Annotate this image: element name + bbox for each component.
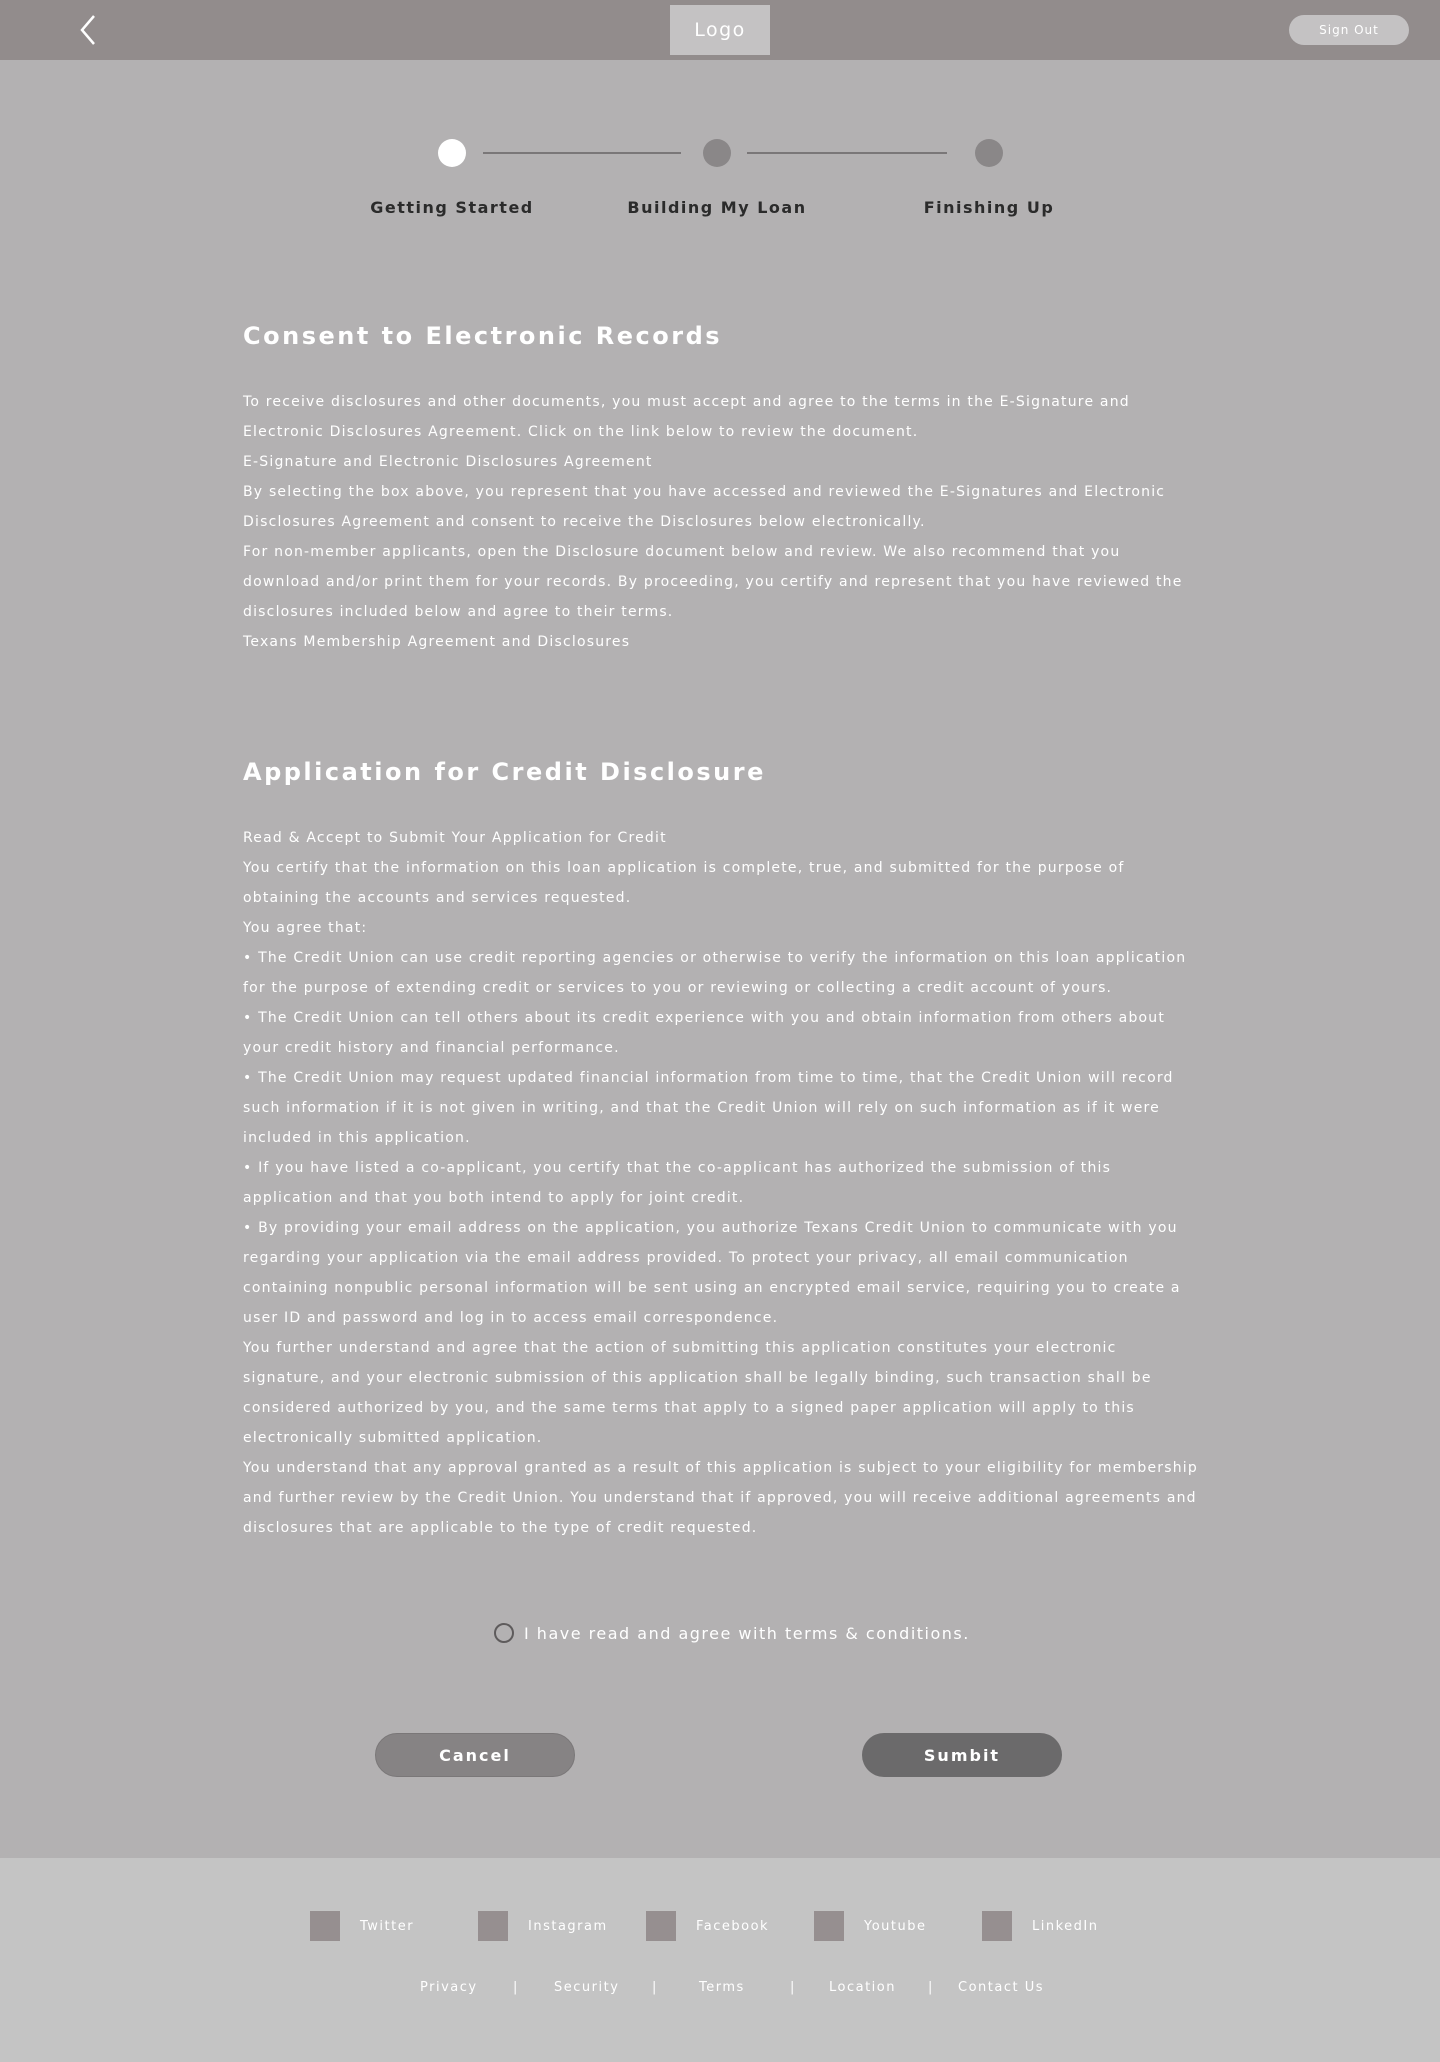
- social-label-linkedin: LinkedIn: [1032, 1918, 1099, 1934]
- step-label-building-my-loan: Building My Loan: [627, 198, 807, 217]
- consent-paragraph: By selecting the box above, you represent that you have accessed and reviewed the E-Signatures and Electronic Disclosures Agreement and consent to receive the Disclosures below electronically.: [243, 484, 1166, 530]
- step-dot-getting-started: [438, 139, 466, 167]
- footer-link-location[interactable]: Location: [829, 1980, 896, 1995]
- chevron-left-icon: [76, 14, 102, 46]
- credit-disclosure-body: [243, 823, 1203, 1543]
- step-dot-finishing-up: [975, 139, 1003, 167]
- youtube-icon: [814, 1911, 844, 1941]
- social-link-twitter[interactable]: [310, 1911, 414, 1941]
- credit-paragraph: • The Credit Union can use credit reporting agencies or otherwise to verify the information on this loan application for the purpose of extending credit or services to you or reviewing or collecting a credit account of yours.: [243, 950, 1187, 996]
- credit-paragraph: • The Credit Union may request updated financial information from time to time, that the Credit Union will record such information if it is not given in writing, and that the Credit Union will rely on such information as if it were included in this application.: [243, 1070, 1174, 1146]
- footer: [0, 1858, 1440, 2062]
- social-link-linkedin[interactable]: [982, 1911, 1098, 1941]
- social-label-twitter: Twitter: [360, 1918, 415, 1934]
- footer-separator: |: [513, 1980, 518, 1995]
- credit-paragraph: Read & Accept to Submit Your Application for Credit: [243, 830, 667, 846]
- social-label-instagram: Instagram: [528, 1918, 608, 1934]
- top-header: [0, 0, 1440, 60]
- credit-paragraph: • The Credit Union can tell others about its credit experience with you and obtain information from others about your credit history and financial performance.: [243, 1010, 1166, 1056]
- footer-separator: |: [790, 1980, 795, 1995]
- submit-button[interactable]: Sumbit: [862, 1733, 1062, 1777]
- footer-separator: |: [928, 1980, 933, 1995]
- credit-disclosure-title: Application for Credit Disclosure: [243, 758, 766, 786]
- social-label-youtube: Youtube: [864, 1918, 927, 1934]
- credit-paragraph: You certify that the information on this loan application is complete, true, and submitted for the purpose of obtaining the accounts and services requested.: [243, 860, 1125, 906]
- credit-paragraph: You agree that:: [243, 920, 368, 936]
- social-link-instagram[interactable]: [478, 1911, 608, 1941]
- esign-agreement-link[interactable]: E-Signature and Electronic Disclosures Agreement: [243, 454, 653, 470]
- linkedin-icon: [982, 1911, 1012, 1941]
- footer-link-privacy[interactable]: Privacy: [420, 1980, 478, 1995]
- social-link-youtube[interactable]: [814, 1911, 927, 1941]
- agree-terms-option[interactable]: [494, 1622, 970, 1644]
- facebook-icon: [646, 1911, 676, 1941]
- step-dot-building-my-loan: [703, 139, 731, 167]
- consent-body: [243, 387, 1203, 657]
- step-connector: [483, 152, 681, 154]
- twitter-icon: [310, 1911, 340, 1941]
- credit-paragraph: • By providing your email address on the application, you authorize Texans Credit Union to communicate with you regarding your application via the email address provided. To protect your privacy, all email communication containing nonpublic personal information will be sent using an encrypted email service, requiring you to create a user ID and password and log in to access email correspondence.: [243, 1220, 1181, 1326]
- footer-separator: |: [652, 1980, 657, 1995]
- back-button[interactable]: [76, 14, 102, 46]
- step-label-getting-started: Getting Started: [370, 198, 534, 217]
- credit-paragraph: You further understand and agree that the action of submitting this application constitutes your electronic signature, and your electronic submission of this application shall be legally binding, such transaction shall be considered authorized by you, and the same terms that apply to a signed paper application will apply to this electronically submitted application.: [243, 1340, 1152, 1446]
- agree-terms-label: I have read and agree with terms & conditions.: [524, 1623, 970, 1643]
- logo: Logo: [670, 5, 770, 55]
- step-label-finishing-up: Finishing Up: [923, 198, 1055, 217]
- consent-paragraph: For non-member applicants, open the Disclosure document below and review. We also recommend that you download and/or print them for your records. By proceeding, you certify and represent that you have reviewed the disclosures included below and agree to their terms.: [243, 544, 1183, 620]
- membership-agreement-link[interactable]: Texans Membership Agreement and Disclosures: [243, 634, 631, 650]
- consent-title: Consent to Electronic Records: [243, 322, 723, 350]
- footer-link-contact-us[interactable]: Contact Us: [958, 1980, 1044, 1995]
- social-link-facebook[interactable]: [646, 1911, 769, 1941]
- cancel-button[interactable]: Cancel: [375, 1733, 575, 1777]
- footer-link-terms[interactable]: Terms: [699, 1980, 745, 1995]
- instagram-icon: [478, 1911, 508, 1941]
- social-label-facebook: Facebook: [696, 1918, 770, 1934]
- footer-link-security[interactable]: Security: [554, 1980, 620, 1995]
- credit-paragraph: • If you have listed a co-applicant, you certify that the co-applicant has authorized the submission of this application and that you both intend to apply for joint credit.: [243, 1160, 1112, 1206]
- step-connector: [747, 152, 947, 154]
- credit-paragraph: You understand that any approval granted as a result of this application is subject to your eligibility for membership and further review by the Credit Union. You understand that if approved, you will receive additional agreements and disclosures that are applicable to the type of credit requested.: [243, 1460, 1198, 1536]
- agree-radio[interactable]: [494, 1623, 514, 1643]
- sign-out-button[interactable]: Sign Out: [1289, 15, 1409, 45]
- consent-paragraph: To receive disclosures and other documents, you must accept and agree to the terms in the E-Signature and Electronic Disclosures Agreement. Click on the link below to review the document.: [243, 394, 1130, 440]
